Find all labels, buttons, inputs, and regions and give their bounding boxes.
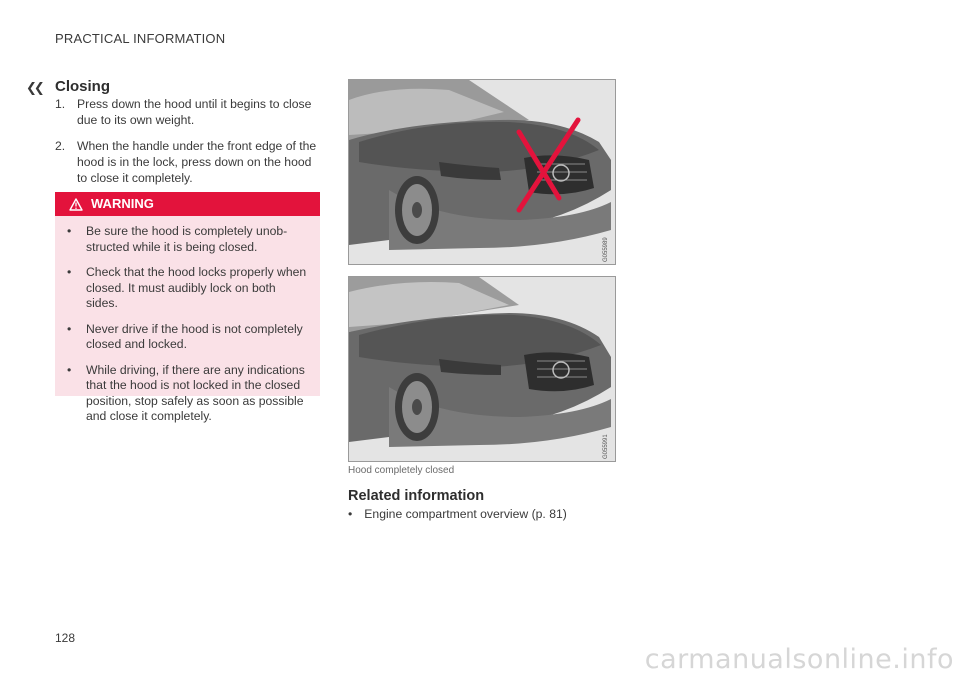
car-illustration: [349, 277, 615, 461]
warning-item-text: Never drive if the hood is not completely closed and locked.: [86, 321, 303, 351]
watermark: carmanualsonline.info: [644, 644, 954, 675]
warning-item: [63, 224, 310, 255]
figure-code: G055989: [603, 237, 609, 262]
step-text: When the handle under the front edge of the hood is in the lock, press down on the hood to close it completely.: [77, 139, 317, 185]
related-link-text[interactable]: Engine compartment overview (p. 81): [364, 507, 567, 521]
figure-caption: Hood completely closed: [348, 465, 455, 476]
page-number: 128: [55, 631, 76, 645]
related-link[interactable]: [348, 507, 567, 521]
double-chevron-left-icon[interactable]: ❮❮: [26, 80, 42, 95]
warning-header: [55, 192, 320, 216]
bullet: •: [67, 224, 72, 238]
car-illustration: [349, 80, 615, 264]
step-item: [55, 138, 321, 186]
bullet: •: [348, 507, 353, 521]
warning-item: [63, 363, 310, 425]
warning-item-text: Check that the hood locks properly when closed. It must audibly lock on both sides.: [86, 265, 307, 310]
step-number: 1.: [55, 97, 66, 111]
warning-list: [55, 216, 320, 425]
section-header: PRACTICAL INFORMATION: [55, 31, 226, 46]
step-text: Press down the hood until it begins to close due to its own weight.: [77, 97, 312, 127]
warning-item-text: Be sure the hood is completely unob-structed while it is being closed.: [86, 224, 288, 254]
bullet: •: [67, 321, 72, 336]
step-item: [55, 96, 321, 128]
bullet: •: [67, 362, 72, 377]
section-title-closing: Closing: [55, 78, 110, 95]
figure-hood-closed: [348, 276, 616, 462]
warning-title: WARNING: [91, 196, 154, 211]
warning-item: [63, 265, 310, 312]
warning-item-text: While driving, if there are any indications that the hood is not locked in the closed position, stop safely as soon as possible and close it completely.: [86, 362, 305, 423]
related-information-title: Related information: [348, 488, 485, 504]
bullet: •: [67, 265, 72, 279]
warning-triangle-icon: [69, 198, 83, 211]
figure-hood-incorrect: [348, 79, 616, 265]
closing-steps: [55, 96, 321, 196]
warning-box: [55, 192, 320, 423]
figure-code: G055991: [603, 434, 609, 459]
warning-item: [63, 322, 310, 353]
step-number: 2.: [55, 139, 66, 153]
